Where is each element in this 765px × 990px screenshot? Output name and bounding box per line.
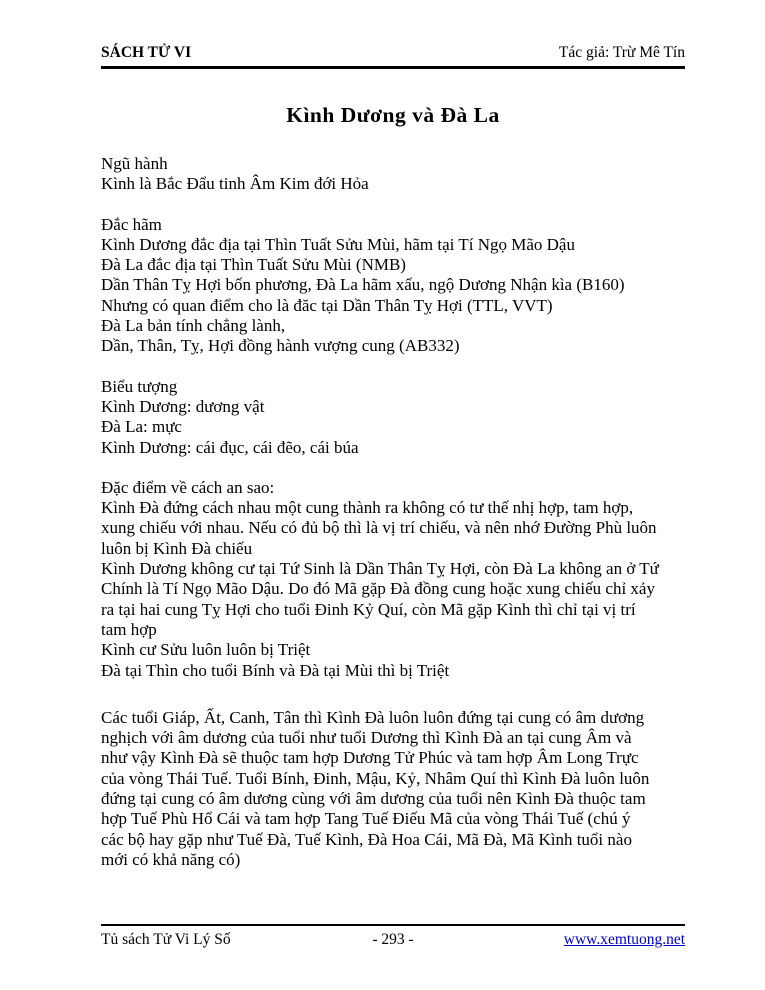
paragraph [101, 377, 685, 458]
text-line: xung chiếu với nhau. Nếu có đủ bộ thì là vị trí chiếu, và nên nhớ Đường Phù luôn [101, 518, 657, 538]
page-footer [101, 924, 685, 949]
text-line: Kình Dương: cái đục, cái đẽo, cái búa [101, 437, 359, 457]
page-title: Kình Dương và Đà La [286, 103, 500, 127]
text-line: đứng tại cung có âm dương cùng với âm dương của tuổi nên Kình Đà thuộc tam [101, 789, 646, 809]
text-line: Đắc hãm [101, 214, 162, 234]
paragraph [101, 154, 685, 195]
text-line: Các tuổi Giáp, Ất, Canh, Tân thì Kình Đà luôn luôn đứng tại cung có âm dương [101, 707, 645, 727]
footer-series-title: Tủ sách Tử Vi Lý Số [101, 931, 231, 948]
text-line: Dần Thân Tỵ Hợi bốn phương, Đà La hãm xấu, ngộ Dương Nhận kìa (B160) [101, 275, 625, 295]
page-header [101, 0, 685, 69]
text-line: Đà tại Thìn cho tuổi Bính và Đà tại Mùi thì bị Triệt [101, 660, 450, 680]
footer-website-link[interactable]: www.xemtuong.net [563, 931, 686, 948]
text-line: Kình là Bắc Đẩu tinh Âm Kim đới Hỏa [101, 174, 369, 194]
footer-page-number: - 293 - [372, 931, 414, 948]
text-line: các bộ hay gặp như Tuế Đà, Tuế Kình, Đà Hoa Cái, Mã Đà, Mã Kình tuổi nào [101, 829, 632, 849]
page-content [101, 0, 685, 890]
text-line: Biểu tượng [101, 376, 178, 396]
text-line: Kình cư Sửu luôn luôn bị Triệt [101, 640, 311, 660]
text-line: Kình Dương: dương vật [101, 396, 265, 416]
text-line: tam hợp [101, 619, 157, 639]
text-line: Đà La đắc địa tại Thìn Tuất Sửu Mùi (NMB) [101, 255, 406, 275]
text-line: mới có khả năng có) [101, 849, 241, 869]
paragraph [101, 215, 685, 357]
paragraph [101, 478, 685, 681]
text-line: luôn bị Kình Đà chiếu [101, 538, 253, 558]
header-author: Tác giả: Trừ Mê Tín [558, 44, 685, 61]
text-line: Kình Dương đắc địa tại Thìn Tuất Sửu Mùi, hãm tại Tí Ngọ Mão Dậu [101, 234, 575, 254]
text-line: Kình Đà đứng cách nhau một cung thành ra không có tư thế nhị hợp, tam hợp, [101, 498, 634, 518]
footer-link-wrap [490, 931, 685, 949]
text-line: Đặc điểm về cách an sao: [101, 477, 275, 497]
text-line: ra tại hai cung Tỵ Hợi cho tuổi Đinh Kỷ Quí, còn Mã gặp Kình thì chỉ tại vị trí [101, 599, 636, 619]
text-line: Đà La bản tính chẳng lành, [101, 316, 286, 336]
text-line: Kình Dương không cư tại Tứ Sinh là Dần Thân Tỵ Hợi, còn Đà La không an ở Tứ [101, 559, 659, 579]
text-line: Ngũ hành [101, 154, 168, 173]
document-body [101, 154, 685, 870]
text-line: của vòng Thái Tuế. Tuổi Bính, Đinh, Mậu, Kỷ, Nhâm Quí thì Kình Đà luôn luôn [101, 768, 650, 788]
text-line: Đà La: mực [101, 417, 182, 437]
header-book-title: SÁCH TỬ VI [101, 44, 192, 61]
text-line: như vậy Kình Đà sẽ thuộc tam hợp Dương Tử Phúc và tam hợp Âm Long Trực [101, 748, 639, 768]
text-line: Dần, Thân, Tỵ, Hợi đồng hành vượng cung (AB332) [101, 336, 460, 356]
text-line: Chính là Tí Ngọ Mão Dậu. Do đó Mã gặp Đà đồng cung hoặc xung chiếu chỉ xảy [101, 579, 655, 599]
text-line: nghịch với âm dương của tuổi như tuổi Dương thì Kình Đà an tại cung Âm và [101, 728, 632, 748]
paragraph [101, 708, 685, 870]
text-line: hợp Tuế Phù Hổ Cái và tam hợp Tang Tuế Điếu Mã của vòng Thái Tuế (chú ý [101, 809, 631, 829]
text-line: Nhưng có quan điểm cho là đăc tại Dần Thân Tỵ Hợi (TTL, VVT) [101, 295, 553, 315]
